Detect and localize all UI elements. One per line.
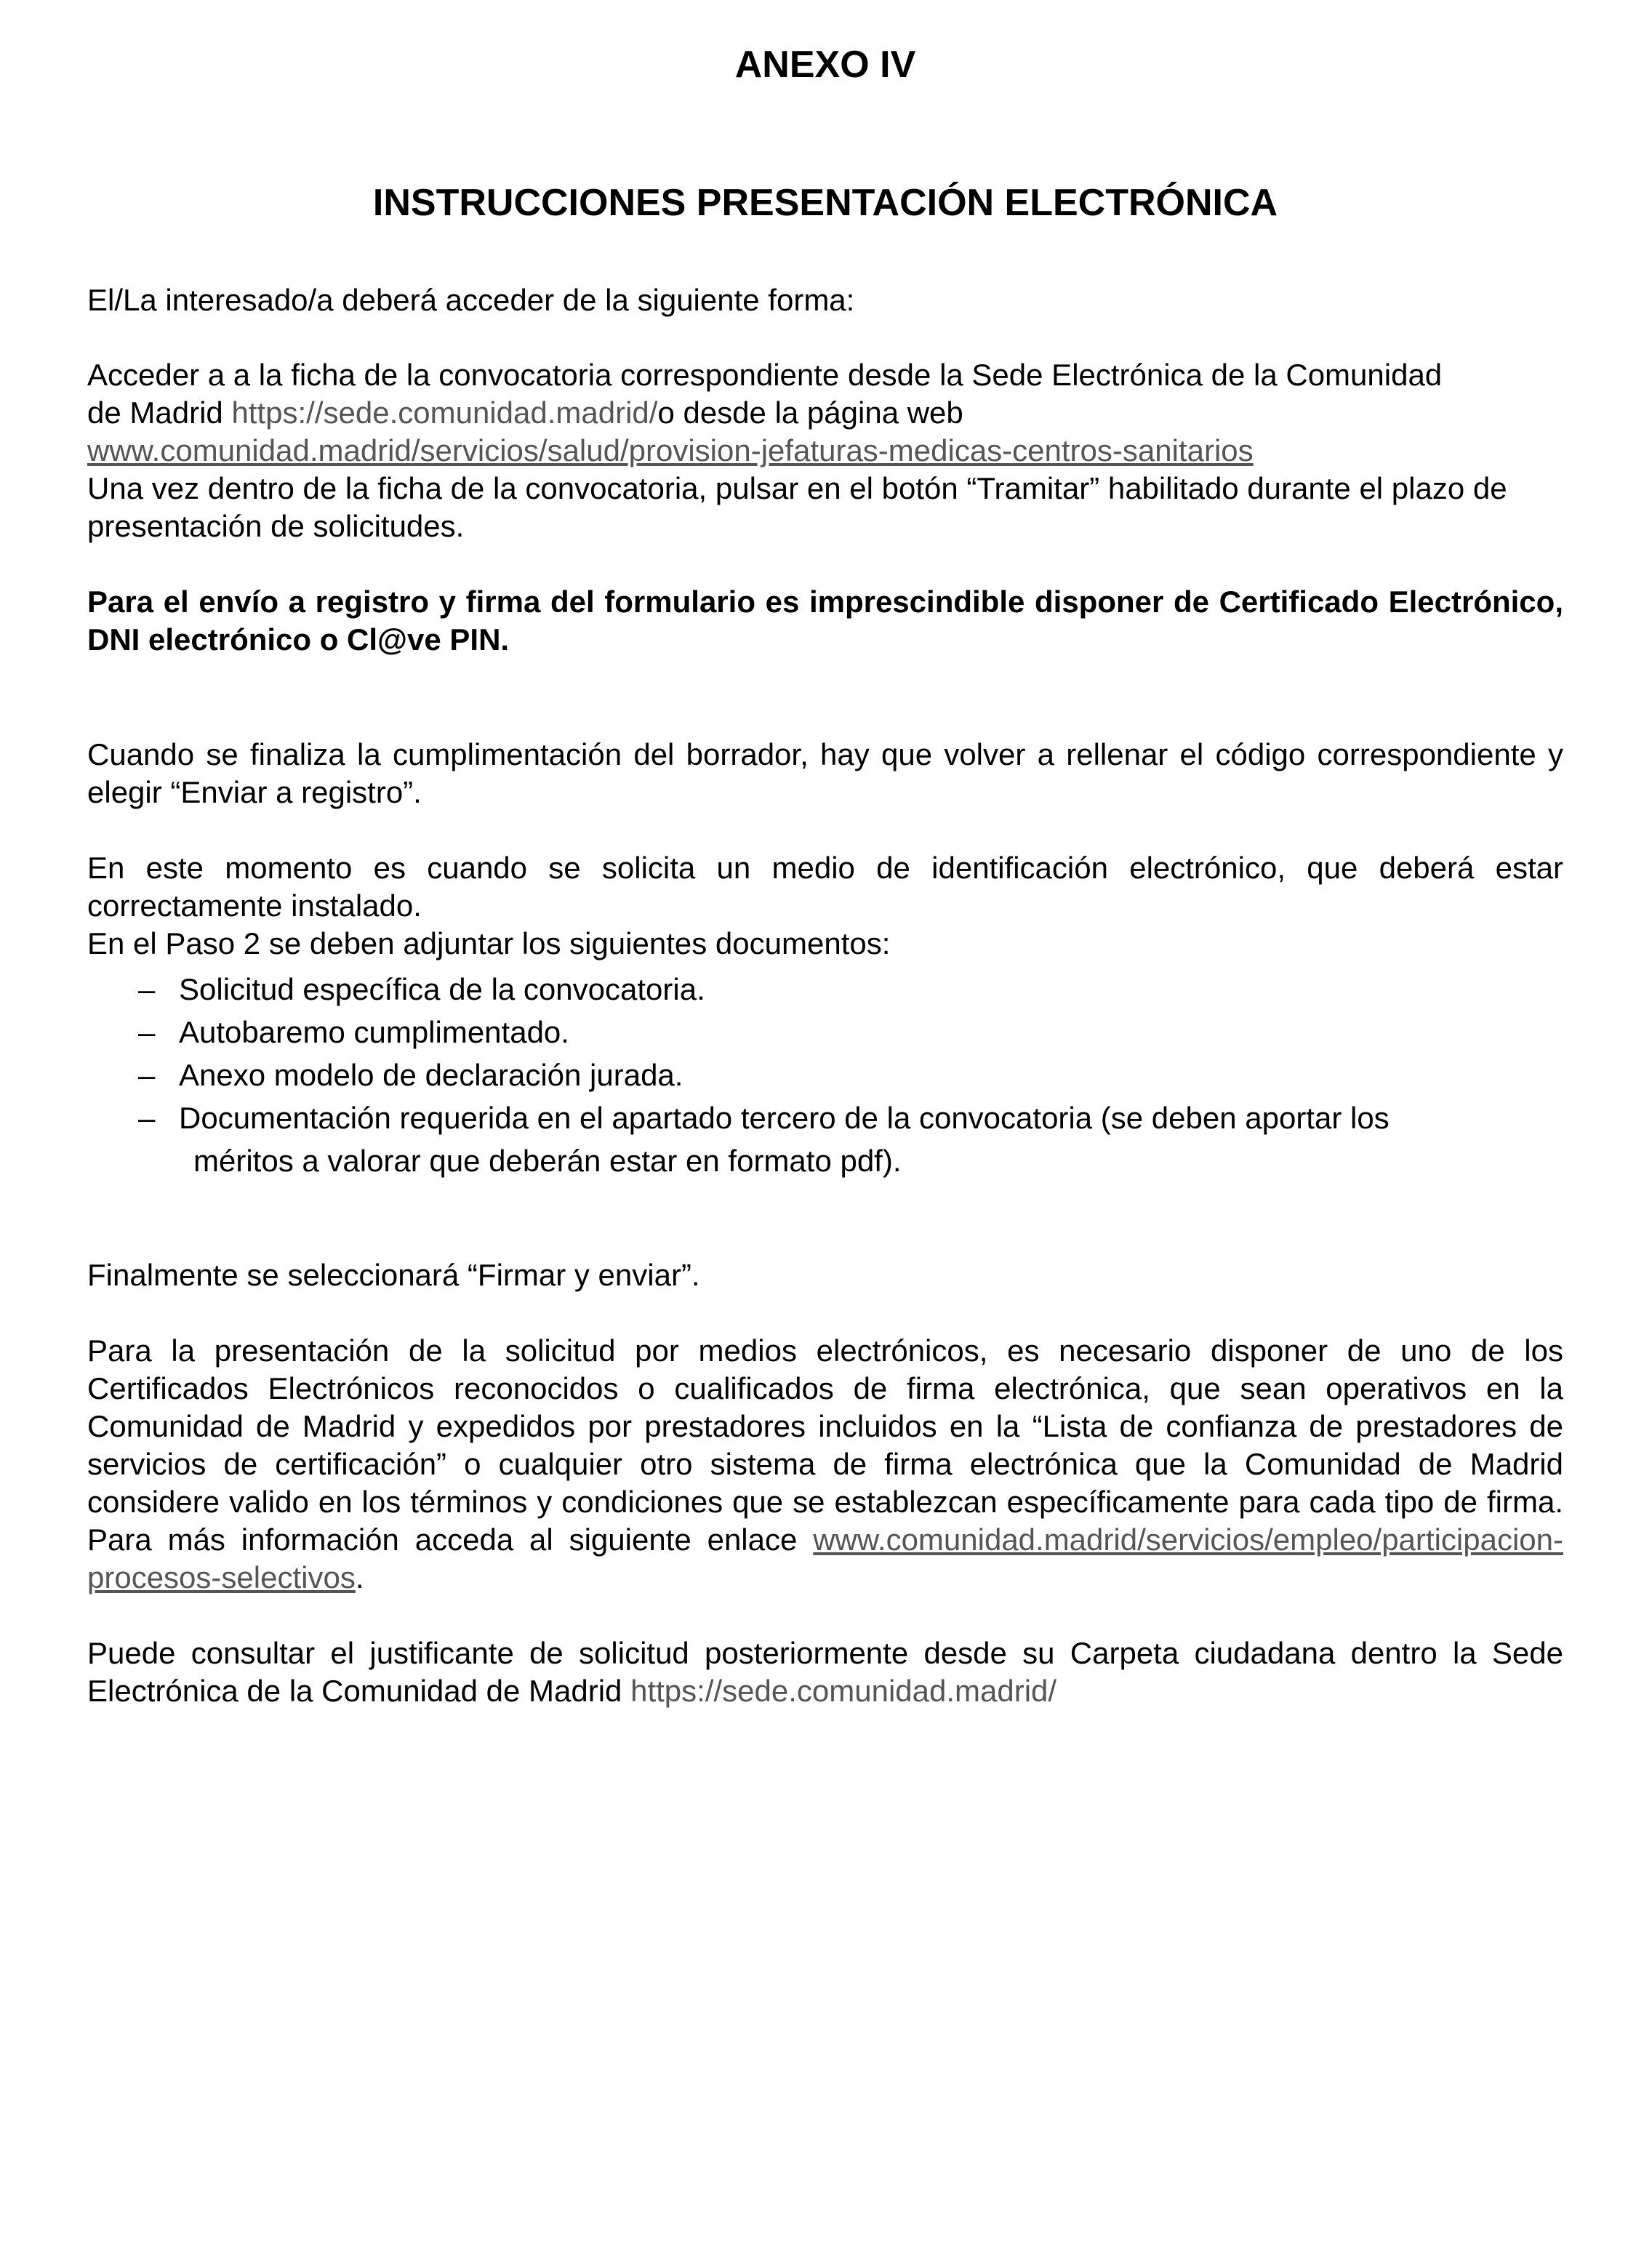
sede-link[interactable]: https://sede.comunidad.madrid/ xyxy=(231,396,658,430)
dash-bullet: – xyxy=(138,1058,156,1092)
dash-bullet: – xyxy=(138,972,156,1006)
document-page xyxy=(87,0,1563,2251)
empleo-link[interactable]: www.comunidad.madrid/servicios/empleo/participacion-procesos-selectivos xyxy=(87,1522,1563,1594)
list-item: – Anexo modelo de declaración jurada. xyxy=(138,1054,1563,1096)
annex-heading: ANEXO IV xyxy=(734,44,916,86)
documents-intro: En el Paso 2 se deben adjuntar los siguientes documentos: xyxy=(87,926,891,960)
consult-paragraph: Puede consultar el justificante de solicitud posteriormente desde su Carpeta ciudadana dentro la Sede Electrónica de la Comunidad de Madrid https://sede.comunidad.madrid/ xyxy=(87,1636,1563,1708)
list-item: – Solicitud específica de la convocatoria. xyxy=(138,968,1563,1011)
access-text: Acceder a a la ficha de la convocatoria correspondiente desde la Sede Electrónica de la Comunidad de Madrid xyxy=(87,358,1443,430)
web-link-line xyxy=(87,432,1563,470)
dash-bullet: – xyxy=(138,1101,156,1135)
list-item: – Documentación requerida en el apartado tercero de la convocatoria (se deben aportar los méritos a valorar que deberán estar en formato pdf). xyxy=(138,1096,1563,1182)
intro-paragraph: El/La interesado/a deberá acceder de la siguiente forma: xyxy=(87,283,855,317)
dash-bullet: – xyxy=(138,1015,156,1049)
final-step-paragraph: Finalmente se seleccionará “Firmar y enviar”. xyxy=(87,1258,700,1292)
documents-list xyxy=(138,968,1563,1182)
access-text-2: o desde la página web xyxy=(657,396,963,430)
draft-paragraph: Cuando se finaliza la cumplimentación del borrador, hay que volver a rellenar el código correspondiente y elegir “Enviar a registro”. xyxy=(87,737,1563,809)
list-item: – Autobaremo cumplimentado. xyxy=(138,1011,1563,1054)
page-title: INSTRUCCIONES PRESENTACIÓN ELECTRÓNICA xyxy=(372,182,1278,224)
electronic-means-paragraph: Para la presentación de la solicitud por medios electrónicos, es necesario disponer de uno de los Certificados Electrónicos reconocidos o cualificados de firma electrónica, que sean operativos en la Comunidad de Madrid y expedidos por prestadores incluidos en la “Lista de confianza de prestadores de servicios de certificación” o cualquier otro sistema de firma electrónica que la Comunidad de Madrid considere valido en los términos y condiciones que se establezcan específicamente para cada tipo de firma. Para más información acceda al siguiente enlace www.comunidad.madrid/servicios/empleo/participacion-procesos-selectivos. xyxy=(87,1333,1563,1594)
list-item-continuation: méritos a valorar que deberán estar en formato pdf). xyxy=(193,1144,902,1178)
identification-paragraph: En este momento es cuando se solicita un medio de identificación electrónico, que deberá estar correctamente instalado. xyxy=(87,851,1563,923)
certificate-notice: Para el envío a registro y firma del formulario es imprescindible disponer de Certificado Electrónico, DNI electrónico o Cl@ve PIN. xyxy=(87,585,1563,657)
sede-link-footer[interactable]: https://sede.comunidad.madrid/ xyxy=(630,1674,1057,1708)
access-paragraph xyxy=(87,356,1469,432)
tramitar-paragraph: Una vez dentro de la ficha de la convocatoria, pulsar en el botón “Tramitar” habilitado durante el plazo de presentación de solicitudes. xyxy=(87,471,1507,543)
salud-web-link[interactable]: www.comunidad.madrid/servicios/salud/provision-jefaturas-medicas-centros-sanitarios xyxy=(87,433,1254,468)
